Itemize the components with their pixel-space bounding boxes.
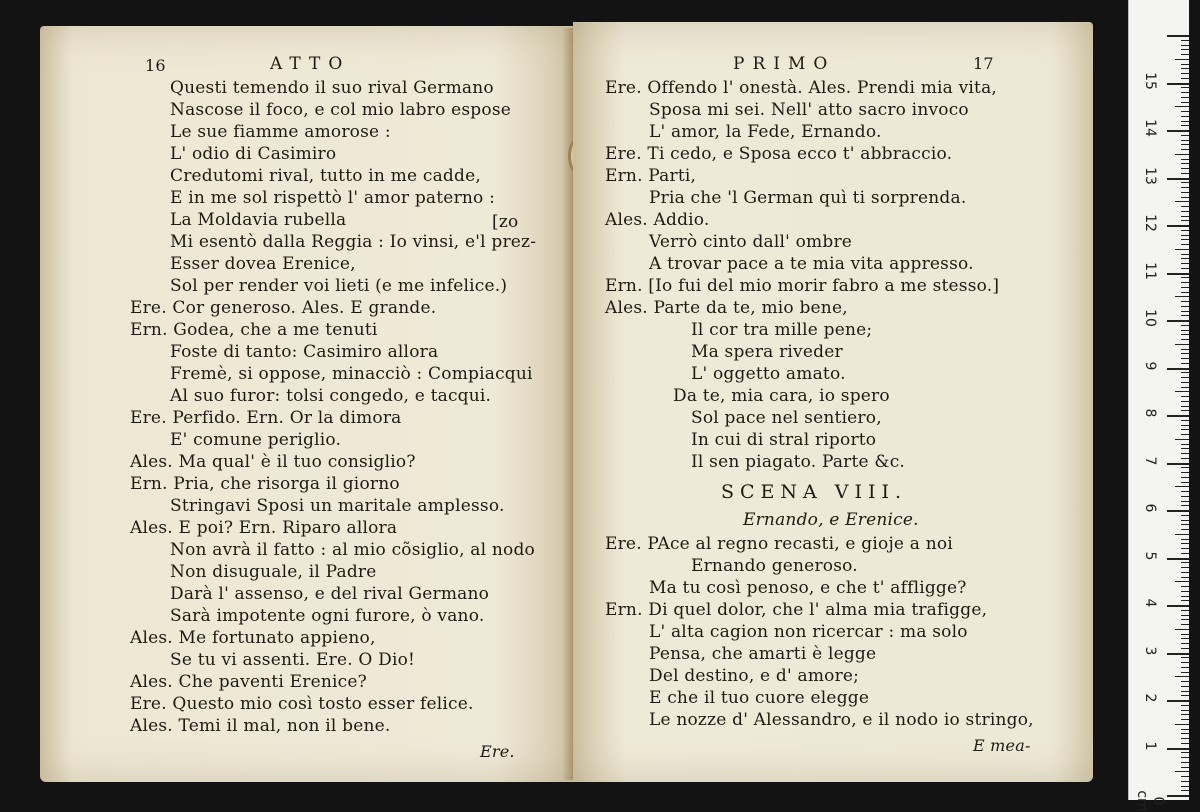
ruler-label: 15 [1142, 71, 1158, 90]
ruler-tick [1181, 686, 1189, 687]
ruler-tick [1181, 235, 1189, 236]
ruler-tick [1181, 40, 1189, 41]
ruler-label: 8 [1142, 408, 1158, 418]
ruler-tick [1175, 581, 1189, 582]
ruler-tick [1167, 558, 1189, 560]
catchword-right: E mea- [973, 736, 1031, 755]
text-line: Stringavi Sposi un maritale amplesso. [170, 496, 505, 516]
ruler-label: 12 [1142, 214, 1158, 232]
ruler-tick [1181, 505, 1189, 506]
text-line: Foste di tanto: Casimiro allora [170, 342, 439, 362]
ruler-tick [1181, 448, 1189, 449]
ruler-tick [1181, 121, 1189, 122]
ruler-tick [1181, 163, 1189, 164]
text-line: L' amor, la Fede, Ernando. [649, 122, 882, 142]
ruler-tick [1181, 738, 1189, 739]
ruler-tick [1175, 154, 1189, 155]
ruler-tick [1175, 296, 1189, 297]
ruler-tick [1181, 87, 1189, 88]
text-line: In cui di stral riporto [691, 430, 877, 450]
ruler-tick [1181, 363, 1189, 364]
text-line: Ern. Godea, che a me tenuti [130, 320, 378, 340]
ruler-tick [1181, 244, 1189, 245]
ruler-tick [1175, 534, 1189, 535]
ruler-tick [1175, 106, 1189, 107]
ruler-tick [1181, 529, 1189, 530]
ruler-tick [1181, 92, 1189, 93]
ruler-tick [1181, 548, 1189, 549]
ruler-tick [1181, 472, 1189, 473]
ruler-tick [1175, 629, 1189, 630]
ruler-tick [1181, 477, 1189, 478]
ruler-tick [1181, 239, 1189, 240]
ruler-tick [1181, 230, 1189, 231]
ruler-tick [1181, 781, 1189, 782]
ruler-tick [1181, 263, 1189, 264]
ruler-tick [1181, 634, 1189, 635]
ruler-tick [1181, 429, 1189, 430]
text-line: Al suo furor: tolsi congedo, e tacqui. [170, 386, 492, 406]
ruler-tick [1167, 273, 1189, 275]
ruler-tick [1181, 710, 1189, 711]
ruler-label: 10 [1142, 309, 1158, 327]
ruler-tick [1181, 610, 1189, 611]
ruler-tick [1175, 439, 1189, 440]
ruler-tick [1181, 600, 1189, 601]
ruler-tick [1181, 206, 1189, 207]
text-line: Ales. Parte da te, mio bene, [605, 298, 848, 318]
text-line: E in me sol rispettò l' amor paterno : [170, 188, 496, 208]
text-line: Ern. Di quel dolor, che l' alma mia trafigge, [605, 600, 988, 620]
ruler-tick [1167, 463, 1189, 465]
ruler-tick [1175, 344, 1189, 345]
text-line: Sol pace nel sentiero, [691, 408, 882, 428]
ruler-tick [1167, 225, 1189, 227]
ruler-tick [1181, 434, 1189, 435]
ruler-tick [1181, 401, 1189, 402]
ruler-tick [1181, 372, 1189, 373]
ruler-tick [1167, 700, 1189, 702]
ruler-tick [1181, 643, 1189, 644]
ruler-tick [1181, 292, 1189, 293]
ruler-tick [1181, 562, 1189, 563]
ruler-tick [1175, 59, 1189, 60]
ruler-tick [1181, 68, 1189, 69]
ruler-tick [1181, 135, 1189, 136]
ruler-tick [1175, 249, 1189, 250]
ruler-tick [1175, 676, 1189, 677]
ruler-tick [1175, 201, 1189, 202]
ruler-label: 9 [1142, 361, 1158, 370]
ruler-tick [1181, 159, 1189, 160]
ruler-tick [1167, 83, 1189, 85]
ruler-tick [1181, 520, 1189, 521]
text-line: Ere. Cor generoso. Ales. E grande. [130, 298, 437, 318]
text-line: Ales. Temi il mal, non il bene. [130, 716, 391, 736]
text-line: Il cor tra mille pene; [691, 320, 873, 340]
ruler-tick [1181, 339, 1189, 340]
ruler-tick [1181, 268, 1189, 269]
text-line: Ernando generoso. [691, 556, 858, 576]
ruler-tick [1181, 287, 1189, 288]
ruler-label: 2 [1142, 693, 1158, 703]
text-line: Ma tu così penoso, e che t' affligge? [649, 578, 967, 598]
ruler-label: 13 [1142, 166, 1158, 185]
text-line: Ere. Offendo l' onestà. Ales. Prendi mia vita, [605, 78, 998, 98]
text-line: Le nozze d' Alessandro, e il nodo io stringo, [649, 710, 1034, 730]
text-line: Ales. Che paventi Erenice? [130, 672, 367, 692]
text-line: Darà l' assenso, e del rival Germano [170, 584, 490, 604]
ruler-tick [1181, 49, 1189, 50]
text-line: Mi esentò dalla Reggia : Io vinsi, e'l prez- [170, 232, 537, 252]
text-line: Ern. Pria, che risorga il giorno [130, 474, 400, 494]
ruler-tick [1181, 78, 1189, 79]
text-line: Ales. Ma qual' è il tuo consiglio? [130, 452, 416, 472]
ruler-tick [1181, 515, 1189, 516]
ruler-tick [1181, 97, 1189, 98]
ruler-tick [1181, 624, 1189, 625]
ruler-tick [1181, 197, 1189, 198]
ruler-tick [1167, 605, 1189, 607]
ruler-tick [1181, 714, 1189, 715]
ruler-tick [1181, 396, 1189, 397]
ruler-tick [1181, 282, 1189, 283]
ruler-tick [1181, 358, 1189, 359]
ruler-tick [1181, 306, 1189, 307]
ruler-tick [1181, 596, 1189, 597]
ruler-tick [1181, 681, 1189, 682]
ruler-label: 1 [1142, 741, 1158, 750]
ruler-tick [1181, 501, 1189, 502]
text-line: Questi temendo il suo rival Germano [170, 78, 494, 98]
ruler-tick [1181, 667, 1189, 668]
ruler-tick [1181, 420, 1189, 421]
ruler-tick [1181, 102, 1189, 103]
text-line: Pria che 'l German quì ti sorprenda. [649, 188, 967, 208]
text-line: E' comune periglio. [170, 430, 342, 450]
ruler-tick [1167, 130, 1189, 132]
ruler-label: 3 [1142, 646, 1158, 655]
ruler-tick [1181, 482, 1189, 483]
ruler-tick [1181, 743, 1189, 744]
ruler-tick [1181, 220, 1189, 221]
text-line: Pensa, che amarti è legge [649, 644, 877, 664]
ruler-label: 4 [1142, 598, 1158, 608]
ruler-label: 6 [1142, 503, 1158, 513]
ruler-tick [1181, 182, 1189, 183]
text-line: Nascose il foco, e col mio labro espose [170, 100, 512, 120]
ruler-tick [1181, 311, 1189, 312]
ruler-tick [1181, 657, 1189, 658]
catchword-left: Ere. [480, 742, 515, 761]
text-line: L' odio di Casimiro [170, 144, 337, 164]
ruler-tick [1181, 444, 1189, 445]
running-head-right: PRIMO [733, 54, 836, 74]
text-line: Non disuguale, il Padre [170, 562, 377, 582]
ruler-tick [1181, 334, 1189, 335]
ruler-tick [1181, 691, 1189, 692]
ruler-tick [1167, 178, 1189, 180]
text-line: Sarà impotente ogni furore, ò vano. [170, 606, 485, 626]
ruler-tick [1181, 762, 1189, 763]
ruler-tick [1181, 125, 1189, 126]
ruler-tick [1181, 149, 1189, 150]
ruler-tick [1181, 553, 1189, 554]
scene-title: SCENA VIII. [721, 481, 908, 503]
ruler-tick [1181, 140, 1189, 141]
ruler-tick [1181, 648, 1189, 649]
ruler-tick [1181, 211, 1189, 212]
ruler-tick [1167, 320, 1189, 322]
ruler-tick [1181, 543, 1189, 544]
running-head-left: ATTO [270, 54, 351, 74]
ruler-tick [1181, 524, 1189, 525]
ruler-tick [1181, 406, 1189, 407]
ruler-tick [1175, 391, 1189, 392]
ruler-tick [1181, 410, 1189, 411]
text-line: Se tu vi assenti. Ere. O Dio! [170, 650, 416, 670]
text-line: Credutomi rival, tutto in me cadde, [170, 166, 481, 186]
ruler-label: 5 [1142, 551, 1158, 560]
ruler-tick [1181, 258, 1189, 259]
text-line: L' oggetto amato. [691, 364, 846, 384]
ruler-tick [1181, 73, 1189, 74]
text-line: Sol per render voi lieti (e me infelice.) [170, 276, 508, 296]
text-line: Fremè, si oppose, minacciò : Compiacqui [170, 364, 533, 384]
ruler-tick [1181, 757, 1189, 758]
text-line: Da te, mia cara, io spero [673, 386, 890, 406]
ruler-tick [1167, 35, 1189, 37]
scene-persons: Ernando, e Erenice. [743, 510, 919, 530]
ruler-tick [1181, 168, 1189, 169]
text-line: Ales. Addio. [605, 210, 710, 230]
measurement-ruler [1128, 0, 1189, 812]
text-line: Verrò cinto dall' ombre [649, 232, 853, 252]
ruler-tick [1181, 786, 1189, 787]
ruler-tick [1181, 496, 1189, 497]
ruler-tick [1181, 615, 1189, 616]
ruler-tick [1181, 353, 1189, 354]
left-page [40, 26, 573, 782]
ruler-tick [1181, 173, 1189, 174]
ruler-tick [1181, 719, 1189, 720]
ruler-tick [1181, 315, 1189, 316]
text-line: Ales. Me fortunato appieno, [130, 628, 376, 648]
ruler-tick [1181, 111, 1189, 112]
ruler-tick [1181, 453, 1189, 454]
ruler-tick [1181, 586, 1189, 587]
ruler-tick [1175, 771, 1189, 772]
ruler-tick [1181, 790, 1189, 791]
open-book [30, 18, 1110, 786]
ruler-tick [1181, 767, 1189, 768]
ruler-tick [1181, 116, 1189, 117]
ruler-tick [1181, 752, 1189, 753]
ruler-tick [1181, 387, 1189, 388]
ruler-tick [1181, 382, 1189, 383]
ruler-tick [1181, 776, 1189, 777]
text-line: Non avrà il fatto : al mio cõsiglio, al nodo [170, 540, 535, 560]
text-line: Ern. [Io fui del mio morir fabro a me stesso.] [605, 276, 1000, 296]
ruler-tick [1181, 301, 1189, 302]
ruler-tick [1175, 724, 1189, 725]
ruler-tick [1181, 695, 1189, 696]
text-line: E che il tuo cuore elegge [649, 688, 870, 708]
ruler-tick [1181, 377, 1189, 378]
ruler-tick [1181, 458, 1189, 459]
ruler-tick [1181, 662, 1189, 663]
ruler-tick [1181, 638, 1189, 639]
text-line: Ere. PAce al regno recasti, e gioje a noi [605, 534, 953, 554]
page-number-left: 16 [145, 56, 166, 75]
ruler-tick [1181, 144, 1189, 145]
text-line: Ern. Parti, [605, 166, 697, 186]
text-line: Ales. E poi? Ern. Riparo allora [130, 518, 398, 538]
ruler-tick [1181, 467, 1189, 468]
ruler-tick [1181, 254, 1189, 255]
text-line: Ma spera riveder [691, 342, 843, 362]
text-line: Il sen piagato. Parte &c. [691, 452, 906, 472]
text-line: Ere. Questo mio così tosto esser felice. [130, 694, 474, 714]
ruler-tick [1175, 486, 1189, 487]
text-line: Esser dovea Erenice, [170, 254, 356, 274]
text-line: Sposa mi sei. Nell' atto sacro invoco [649, 100, 969, 120]
text-line: Del destino, e d' amore; [649, 666, 860, 686]
ruler-tick [1181, 577, 1189, 578]
text-line: Le sue fiamme amorose : [170, 122, 391, 142]
ruler-tick [1181, 591, 1189, 592]
ruler-tick [1167, 795, 1189, 797]
right-page [573, 22, 1093, 782]
ruler-label: 11 [1142, 261, 1158, 280]
ruler-tick [1181, 64, 1189, 65]
ruler-label: 7 [1142, 456, 1158, 465]
ruler-tick [1181, 705, 1189, 706]
text-line: A trovar pace a te mia vita appresso. [649, 254, 974, 274]
ruler-tick [1181, 216, 1189, 217]
ruler-tick [1167, 748, 1189, 750]
ruler-label: 0 cm [1134, 790, 1166, 812]
ruler-tick [1181, 325, 1189, 326]
page-number-right: 17 [973, 54, 994, 73]
ruler-tick [1181, 672, 1189, 673]
ruler-tick [1181, 619, 1189, 620]
ruler-tick [1167, 368, 1189, 370]
bracket-word: [zo [492, 212, 519, 232]
text-line: Ere. Perfido. Ern. Or la dimora [130, 408, 402, 428]
ruler-tick [1181, 277, 1189, 278]
text-line: Ere. Ti cedo, e Sposa ecco t' abbraccio. [605, 144, 953, 164]
ruler-tick [1181, 54, 1189, 55]
ruler-tick [1181, 567, 1189, 568]
ruler-tick [1181, 187, 1189, 188]
ruler-tick [1181, 330, 1189, 331]
ruler-tick [1181, 349, 1189, 350]
ruler-tick [1181, 425, 1189, 426]
ruler-tick [1167, 653, 1189, 655]
ruler-tick [1181, 572, 1189, 573]
ruler-label: 14 [1142, 119, 1158, 137]
ruler-tick [1181, 192, 1189, 193]
ruler-tick [1181, 729, 1189, 730]
ruler-tick [1181, 45, 1189, 46]
ruler-tick [1167, 510, 1189, 512]
ruler-tick [1167, 415, 1189, 417]
ruler-tick [1181, 733, 1189, 734]
text-line: La Moldavia rubella [170, 210, 347, 230]
ruler-tick [1181, 491, 1189, 492]
ruler-tick [1181, 539, 1189, 540]
text-line: L' alta cagion non ricercar : ma solo [649, 622, 968, 642]
